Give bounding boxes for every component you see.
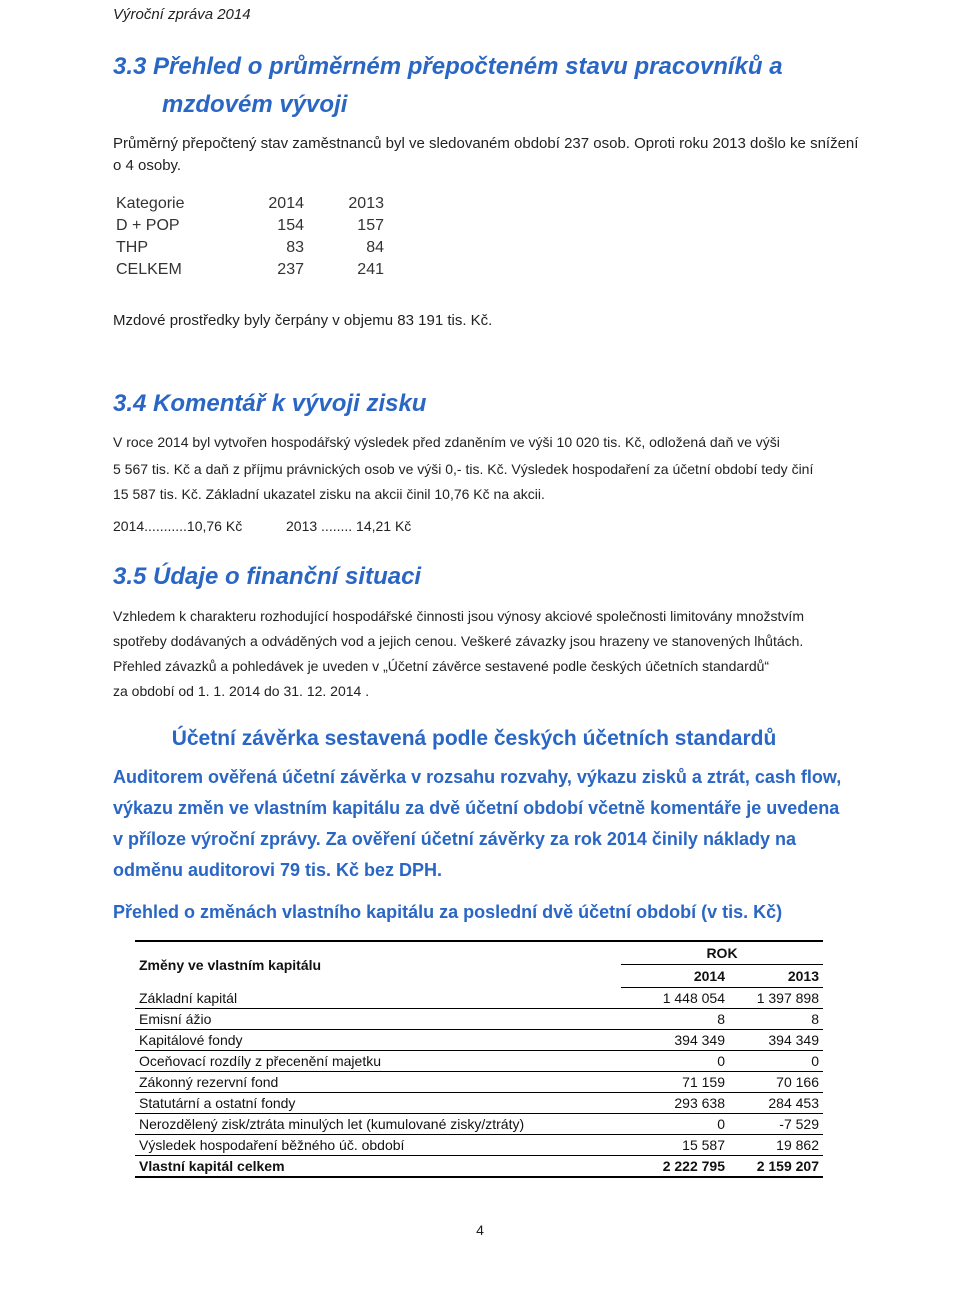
equity-row-label: Základní kapitál xyxy=(135,988,621,1009)
headcount-header-cell: 2014 xyxy=(268,195,304,212)
headcount-row xyxy=(116,259,384,281)
equity-value-2014: 1 448 054 xyxy=(621,988,729,1009)
headcount-cell: 237 xyxy=(277,261,304,278)
equity-total-label: Vlastní kapitál celkem xyxy=(135,1156,621,1178)
section-3-5-line: za období od 1. 1. 2014 do 31. 12. 2014 . xyxy=(113,683,370,699)
equity-value-2014: 71 159 xyxy=(621,1072,729,1093)
audit-line: v příloze výroční zprávy. Za ověření účetní závěrky za rok 2014 činily náklady na xyxy=(113,829,796,849)
equity-row-label: Emisní ážio xyxy=(135,1009,621,1030)
headcount-cell: 83 xyxy=(286,239,304,256)
equity-row-label: Statutární a ostatní fondy xyxy=(135,1093,621,1114)
section-3-4-line: V roce 2014 byl vytvořen hospodářský výsledek před zdaněním ve výši 10 020 tis. Kč, odložená daň ve výši xyxy=(113,434,780,450)
equity-value-2013: 284 453 xyxy=(729,1093,823,1114)
section-3-3-intro-line2: o 4 osoby. xyxy=(113,157,182,174)
equity-col-label: Změny ve vlastním kapitálu xyxy=(135,941,621,988)
equity-value-2013: 1 397 898 xyxy=(729,988,823,1009)
equity-row-label: Výsledek hospodaření běžného úč. období xyxy=(135,1135,621,1156)
headcount-table xyxy=(116,193,384,281)
equity-value-2013: 8 xyxy=(729,1009,823,1030)
equity-row-label: Oceňovací rozdíly z přecenění majetku xyxy=(135,1051,621,1072)
equity-header-row xyxy=(135,941,823,965)
headcount-row xyxy=(116,215,384,237)
equity-changes-table xyxy=(135,940,823,1178)
equity-value-2014: 0 xyxy=(621,1114,729,1135)
audit-line: Auditorem ověřená účetní závěrka v rozsahu rozvahy, výkazu zisků a ztrát, cash flow, xyxy=(113,767,842,787)
equity-total-2014: 2 222 795 xyxy=(621,1156,729,1178)
audit-heading: Účetní závěrka sestavená podle českých účetních standardů xyxy=(171,727,777,750)
equity-value-2013: -7 529 xyxy=(729,1114,823,1135)
headcount-row xyxy=(116,237,384,259)
equity-year-2014: 2014 xyxy=(621,965,729,988)
equity-row xyxy=(135,988,823,1009)
section-3-3-title-line1: 3.3 Přehled o průměrném přepočteném stavu pracovníků a xyxy=(113,53,783,80)
equity-value-2013: 70 166 xyxy=(729,1072,823,1093)
equity-value-2014: 15 587 xyxy=(621,1135,729,1156)
equity-value-2014: 0 xyxy=(621,1051,729,1072)
headcount-cell: 154 xyxy=(277,217,304,234)
headcount-header-cell: Kategorie xyxy=(116,195,185,212)
section-3-3-title-line2: mzdovém vývoji xyxy=(162,91,348,118)
equity-row xyxy=(135,1030,823,1051)
section-3-5-line: spotřeby dodávaných a odváděných vod a jejich cenou. Veškeré závazky jsou hrazeny ve stanovených lhůtách. xyxy=(113,633,804,649)
equity-value-2014: 394 349 xyxy=(621,1030,729,1051)
equity-row xyxy=(135,1093,823,1114)
equity-value-2013: 394 349 xyxy=(729,1030,823,1051)
equity-heading: Přehled o změnách vlastního kapitálu za poslední dvě účetní období (v tis. Kč) xyxy=(113,902,783,922)
equity-row-label: Kapitálové fondy xyxy=(135,1030,621,1051)
section-3-5-title: 3.5 Údaje o finanční situaci xyxy=(113,563,422,590)
section-3-3-intro-line1: Průměrný přepočtený stav zaměstnanců byl ve sledovaném období 237 osob. Oproti roku 2013 došlo ke snížení xyxy=(113,135,859,152)
headcount-cell: THP xyxy=(116,239,148,256)
equity-row xyxy=(135,1072,823,1093)
audit-line: odměnu auditorovi 79 tis. Kč bez DPH. xyxy=(113,860,443,880)
equity-row xyxy=(135,1009,823,1030)
headcount-cell: CELKEM xyxy=(116,261,182,278)
headcount-header-cell: 2013 xyxy=(348,195,384,212)
section-3-4-line: 5 567 tis. Kč a daň z příjmu právnických osob ve výši 0,- tis. Kč. Výsledek hospodaření za účetní období tedy činí xyxy=(113,461,814,477)
headcount-cell: 84 xyxy=(366,239,384,256)
section-3-4-title: 3.4 Komentář k vývoji zisku xyxy=(113,390,427,417)
equity-year-2013: 2013 xyxy=(729,965,823,988)
headcount-cell: 241 xyxy=(357,261,384,278)
running-header: Výroční zpráva 2014 xyxy=(113,6,251,23)
page-number: 4 xyxy=(476,1222,484,1238)
wages-text: Mzdové prostředky byly čerpány v objemu 83 191 tis. Kč. xyxy=(113,312,493,329)
equity-row xyxy=(135,1114,823,1135)
equity-rok-label: ROK xyxy=(621,941,823,965)
headcount-cell: 157 xyxy=(357,217,384,234)
equity-value-2013: 19 862 xyxy=(729,1135,823,1156)
equity-row-label: Nerozdělený zisk/ztráta minulých let (kumulované zisky/ztráty) xyxy=(135,1114,621,1135)
headcount-header-row xyxy=(116,193,384,215)
equity-row-label: Zákonný rezervní fond xyxy=(135,1072,621,1093)
equity-value-2014: 8 xyxy=(621,1009,729,1030)
section-3-4-line: 15 587 tis. Kč. Základní ukazatel zisku na akcii činil 10,76 Kč na akcii. xyxy=(113,486,545,502)
audit-line: výkazu změn ve vlastním kapitálu za dvě účetní období včetně komentáře je uvedena xyxy=(113,798,840,818)
equity-row xyxy=(135,1051,823,1072)
section-3-5-line: Přehled závazků a pohledávek je uveden v „Účetní závěrce sestavené podle českých účetních standardů“ xyxy=(113,658,770,674)
equity-total-row xyxy=(135,1156,823,1178)
headcount-cell: D + POP xyxy=(116,217,180,234)
section-3-5-line: Vzhledem k charakteru rozhodující hospodářské činnosti jsou výnosy akciové společnosti limitovány množstvím xyxy=(113,608,804,624)
equity-value-2013: 0 xyxy=(729,1051,823,1072)
eps-2013: 2013 ........ 14,21 Kč xyxy=(286,518,412,534)
equity-total-2013: 2 159 207 xyxy=(729,1156,823,1178)
eps-2014: 2014...........10,76 Kč xyxy=(113,518,243,534)
equity-row xyxy=(135,1135,823,1156)
equity-value-2014: 293 638 xyxy=(621,1093,729,1114)
